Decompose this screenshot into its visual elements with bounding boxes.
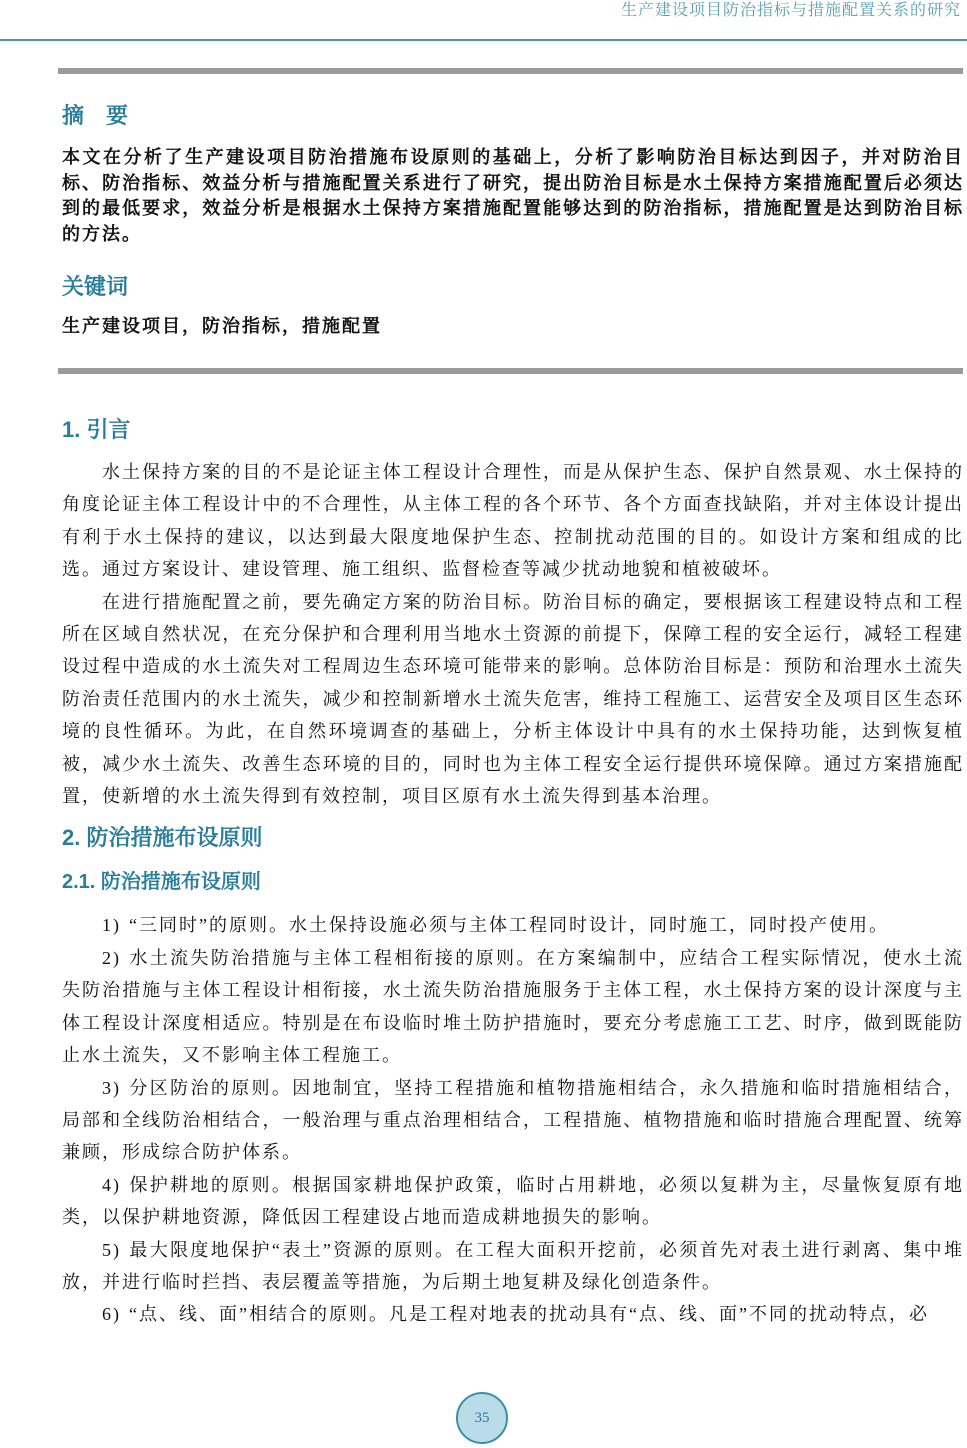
- abstract-bottom-divider: [58, 368, 963, 374]
- list-item: [62, 1169, 964, 1234]
- list-item: [62, 942, 964, 1072]
- page-number-badge: 35: [456, 1392, 508, 1444]
- section-2-heading: 2. 防治措施布设原则: [62, 825, 263, 851]
- section-1-body: [62, 456, 964, 812]
- running-title: 生产建设项目防治指标与措施配置关系的研究: [620, 2, 961, 19]
- section-1-heading: 1. 引言: [62, 417, 131, 442]
- list-item: [62, 1234, 964, 1299]
- list-item-text: 最大限度地保护“表土”资源的原则。在工程大面积开挖前，必须首先对表土进行剥离、集中堆放，并进行临时拦挡、表层覆盖等措施，为后期土地复耕及绿化创造条件。: [62, 1239, 964, 1292]
- abstract-heading: 摘 要: [62, 103, 129, 128]
- paragraph: 水土保持方案的目的不是论证主体工程设计合理性，而是从保护生态、保护自然景观、水土保持的角度论证主体工程设计中的不合理性，从主体工程的各个环节、各个方面查找缺陷，并对主体设计提出有利于水土保持的建议，以达到最大限度地保护生态、控制扰动范围的目的。如设计方案和组成的比选。通过方案设计、建设管理、施工组织、监督检查等减少扰动地貌和植被破坏。: [62, 462, 964, 580]
- list-item-text: 水土流失防治措施与主体工程相衔接的原则。在方案编制中，应结合工程实际情况，使水土流失防治措施与主体工程设计相衔接，水土流失防治措施服务于主体工程，水土保持方案的设计深度与主体工程设计深度相适应。特别是在布设临时堆土防护措施时，要充分考虑施工工艺、时序，做到既能防止水土流失，又不影响主体工程施工。: [62, 947, 964, 1066]
- section-2: [62, 822, 964, 1330]
- list-item: [62, 1298, 964, 1330]
- list-item: [62, 909, 964, 941]
- list-item-number: 3): [102, 1077, 121, 1098]
- list-item: [62, 1072, 964, 1169]
- list-item-number: 1): [102, 915, 121, 936]
- main-body: [62, 414, 964, 1331]
- paragraph: 在进行措施配置之前，要先确定方案的防治目标。防治目标的确定，要根据该工程建设特点和工程所在区域自然状况，在充分保护和合理利用当地水土资源的前提下，保障工程的安全运行，减轻工程建设过程中造成的水土流失对工程周边生态环境可能带来的影响。总体防治目标是：预防和治理水土流失防治责任范围内的水土流失，减少和控制新增水土流失危害，维持工程施工、运营安全及项目区生态环境的良性循环。为此，在自然环境调查的基础上，分析主体设计中具有的水土保持功能，达到恢复植被，减少水土流失、改善生态环境的目的，同时也为主体工程安全运行提供环境保障。通过方案措施配置，使新增的水土流失得到有效控制，项目区原有水土流失得到基本治理。: [62, 591, 964, 807]
- list-item-number: 4): [102, 1174, 121, 1195]
- list-item-number: 6): [102, 1304, 121, 1325]
- keywords-heading: 关键词: [62, 274, 129, 299]
- list-item-text: 保护耕地的原则。根据国家耕地保护政策，临时占用耕地，必须以复耕为主，尽量恢复原有地类，以保护耕地资源，降低因工程建设占地而造成耕地损失的影响。: [62, 1174, 964, 1228]
- header-rule: [0, 39, 967, 41]
- list-item-number: 5): [102, 1239, 121, 1260]
- list-item-text: “点、线、面”相结合的原则。凡是工程对地表的扰动具有“点、线、面”不同的扰动特点，必: [129, 1304, 929, 1325]
- list-item-text: “三同时”的原则。水土保持设施必须与主体工程同时设计，同时施工，同时投产使用。: [129, 915, 889, 936]
- abstract-block: [62, 100, 964, 340]
- list-item-number: 2): [102, 947, 121, 968]
- principles-list: [62, 909, 964, 1330]
- keywords-text: 生产建设项目，防治指标，措施配置: [62, 316, 382, 336]
- subsection-2-1-heading: 2.1. 防治措施布设原则: [62, 871, 261, 894]
- list-item-text: 分区防治的原则。因地制宜，坚持工程措施和植物措施相结合，永久措施和临时措施相结合，局部和全线防治相结合，一般治理与重点治理相结合，工程措施、植物措施和临时措施合理配置、统筹兼顾，形成综合防护体系。: [62, 1077, 964, 1163]
- abstract-top-divider: [58, 68, 963, 74]
- abstract-text: 本文在分析了生产建设项目防治措施布设原则的基础上，分析了影响防治目标达到因子，并对防治目标、防治指标、效益分析与措施配置关系进行了研究，提出防治目标是水土保持方案措施配置后必须达到的最低要求，效益分析是根据水土保持方案措施配置能够达到的防治指标，措施配置是达到防治目标的方法。: [62, 147, 964, 244]
